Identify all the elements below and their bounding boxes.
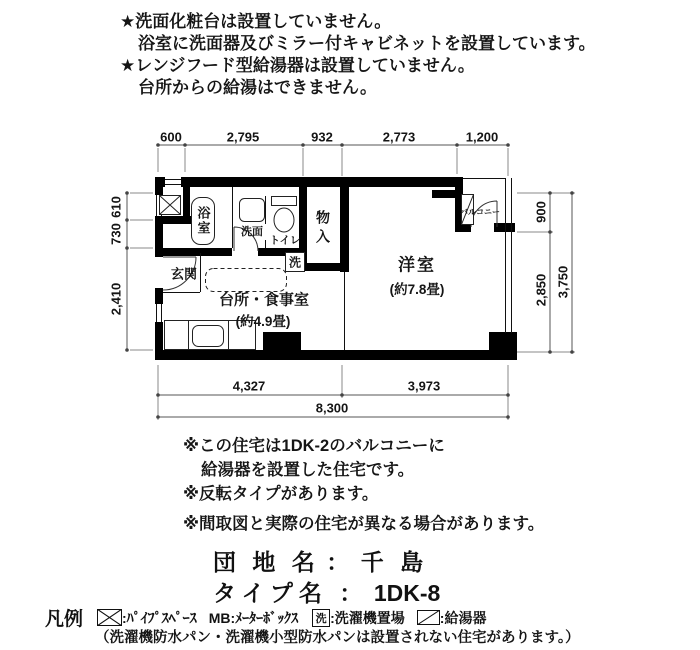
dim-bottom-4327: 4,327 xyxy=(232,378,266,394)
top-note-3: ★レンジフード型給湯器は設置していません。 xyxy=(120,56,475,75)
dim-left-2410: 2,410 xyxy=(108,282,124,316)
water-heater-legend-icon xyxy=(417,610,440,625)
top-note-1: ★洗面化粧台は設置していません。 xyxy=(120,12,392,31)
laundry-legend-char: 洗 xyxy=(315,612,327,625)
estate-name-label: 団 地 名 xyxy=(213,549,315,575)
legend-laundry-place: :洗濯機置場 xyxy=(330,609,405,626)
label-bath: 浴室 xyxy=(195,206,211,236)
label-western-room: 洋室 xyxy=(398,255,436,275)
toilet-icon xyxy=(272,197,297,233)
label-kitchen: 台所・食事室 xyxy=(218,291,310,309)
type-name-separator: ： xyxy=(339,580,363,606)
label-washstand: 洗面 xyxy=(241,226,263,238)
dim-right-900: 900 xyxy=(533,201,549,223)
dim-right-2850: 2,850 xyxy=(533,273,549,307)
legend-meter-box: MB:ﾒｰﾀｰﾎﾞｯｸｽ xyxy=(208,609,299,626)
plan-note-1: ※この住宅は1DK-2のバルコニーに xyxy=(183,437,445,455)
top-note-4: 台所からの給湯はできません。 xyxy=(138,78,378,97)
dim-top-600: 600 xyxy=(160,129,182,145)
legend-pipe-space: :ﾊﾟｲﾌﾟｽﾍﾟｰｽ xyxy=(122,609,197,626)
washbasin-icon xyxy=(240,199,265,222)
type-name-value: 1DK-8 xyxy=(373,580,441,606)
label-closet: 物入 xyxy=(315,210,331,248)
dim-left-610: 610 xyxy=(108,196,124,218)
legend-heading: 凡例 xyxy=(45,609,84,630)
plan-note-4: ※間取図と実際の住宅が異なる場合があります。 xyxy=(183,515,545,533)
pipe-space-icon xyxy=(160,196,181,215)
dim-top-2773: 2,773 xyxy=(382,129,416,145)
label-toilet: トイレ xyxy=(269,234,301,247)
dim-bottom-8300: 8,300 xyxy=(315,400,349,416)
type-name-label: タイプ名 xyxy=(213,580,328,606)
dim-top-2795: 2,795 xyxy=(226,129,260,145)
dim-bottom-3973: 3,973 xyxy=(407,378,441,394)
dim-top-1200: 1,200 xyxy=(465,129,499,145)
label-kitchen-size: (約4.9畳) xyxy=(235,314,291,329)
dim-top-932: 932 xyxy=(311,129,333,145)
top-note-2: 浴室に洗面器及びミラー付キャビネットを設置しています。 xyxy=(138,34,596,53)
dim-left-730: 730 xyxy=(108,223,124,245)
legend-note: （洗濯機防水パン・洗濯機小型防水パンは設置されない住宅があります。） xyxy=(95,630,580,646)
label-laundry: 洗 xyxy=(288,255,302,270)
legend-water-heater: :給湯器 xyxy=(439,609,487,626)
label-western-room-size: (約7.8畳) xyxy=(389,282,445,297)
plan-note-3: ※反転タイプがあります。 xyxy=(183,485,379,503)
label-balcony: バルコニー xyxy=(460,207,500,217)
plan-note-2: 給湯器を設置した住宅です。 xyxy=(201,461,415,479)
estate-name-value: 千 島 xyxy=(360,549,424,575)
label-entrance: 玄関 xyxy=(170,266,198,282)
dim-right-3750: 3,750 xyxy=(555,265,571,299)
estate-name-row xyxy=(213,544,423,577)
laundry-legend-icon xyxy=(312,609,330,627)
pipe-space-legend-icon xyxy=(97,609,122,626)
estate-name-separator: ： xyxy=(326,549,350,575)
